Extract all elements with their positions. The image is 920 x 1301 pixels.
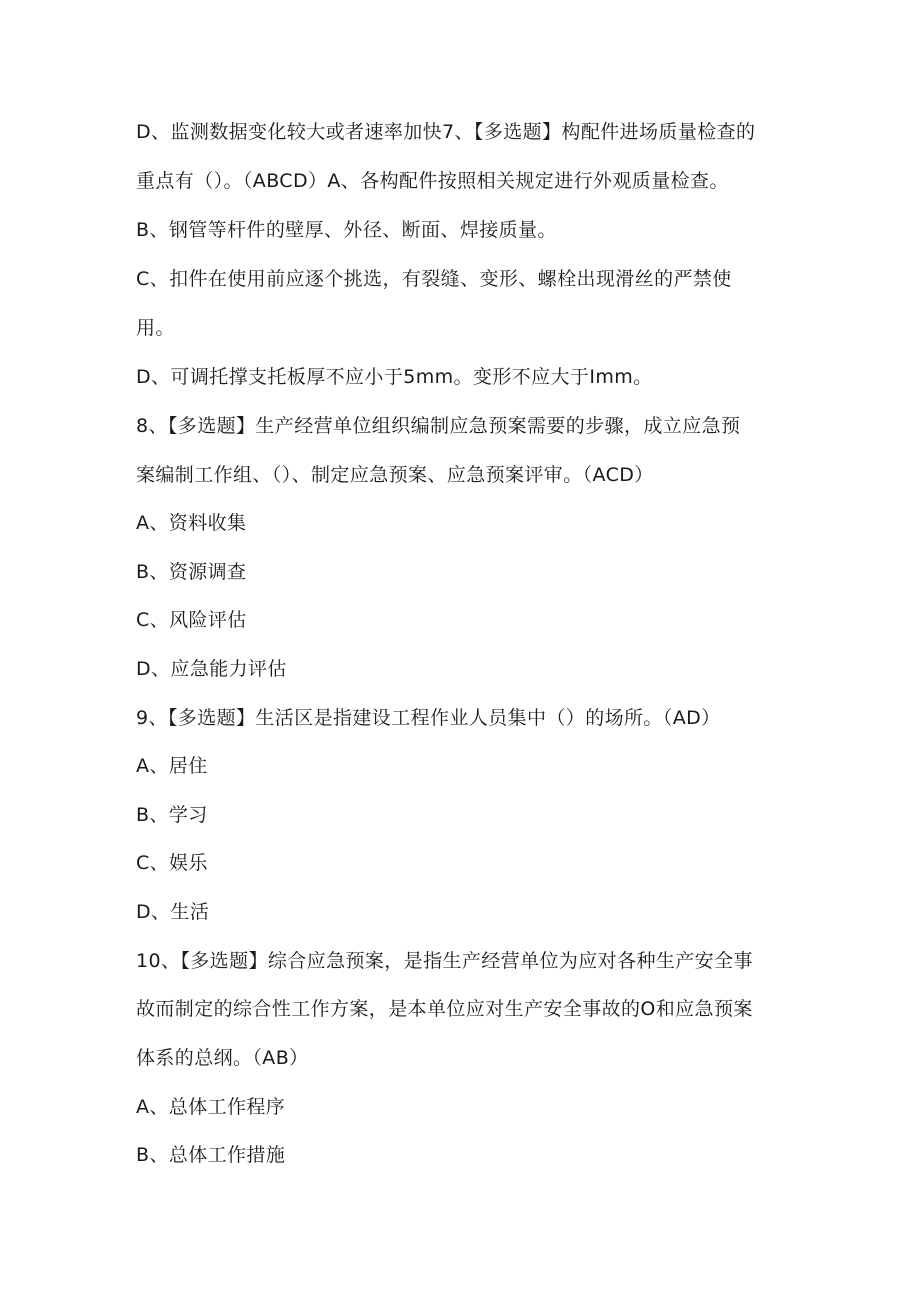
text-line: B、学习 bbox=[136, 804, 208, 826]
text-line: C、风险评估 bbox=[136, 609, 247, 631]
text-line: D、监测数据变化较大或者速率加快7、【多选题】构配件进场质量检查的 bbox=[136, 121, 756, 143]
text-line: D、可调托撑支托板厚不应小于5mm。变形不应大于Imm。 bbox=[136, 366, 653, 388]
text-line: D、应急能力评估 bbox=[136, 658, 287, 680]
text-line: 10、【多选题】综合应急预案，是指生产经营单位为应对各种生产安全事 bbox=[136, 950, 753, 972]
text-line: B、资源调查 bbox=[136, 561, 247, 583]
text-line: C、娱乐 bbox=[136, 852, 208, 874]
text-line: C、扣件在使用前应逐个挑选，有裂缝、变形、螺栓出现滑丝的严禁使 bbox=[136, 268, 732, 290]
text-line: A、居住 bbox=[136, 755, 208, 777]
text-line: B、总体工作措施 bbox=[136, 1144, 286, 1166]
text-line: B、钢管等杆件的壁厚、外径、断面、焊接质量。 bbox=[136, 219, 557, 241]
text-line: 9、【多选题】生活区是指建设工程作业人员集中（）的场所。（AD） bbox=[136, 707, 721, 729]
text-line: 案编制工作组、（）、制定应急预案、应急预案评审。（ACD） bbox=[136, 464, 654, 486]
text-line: 故而制定的综合性工作方案，是本单位应对生产安全事故的O和应急预案 bbox=[136, 998, 753, 1020]
text-line: A、总体工作程序 bbox=[136, 1096, 286, 1118]
text-line: 用。 bbox=[136, 317, 175, 339]
text-line: 8、【多选题】生产经营单位组织编制应急预案需要的步骤，成立应急预 bbox=[136, 415, 741, 437]
text-line: 体系的总纲。（AB） bbox=[136, 1047, 309, 1069]
text-line: 重点有（）。（ABCD）A、各构配件按照相关规定进行外观质量检查。 bbox=[136, 170, 729, 192]
text-line: A、资料收集 bbox=[136, 512, 247, 534]
text-line: D、生活 bbox=[136, 901, 210, 923]
